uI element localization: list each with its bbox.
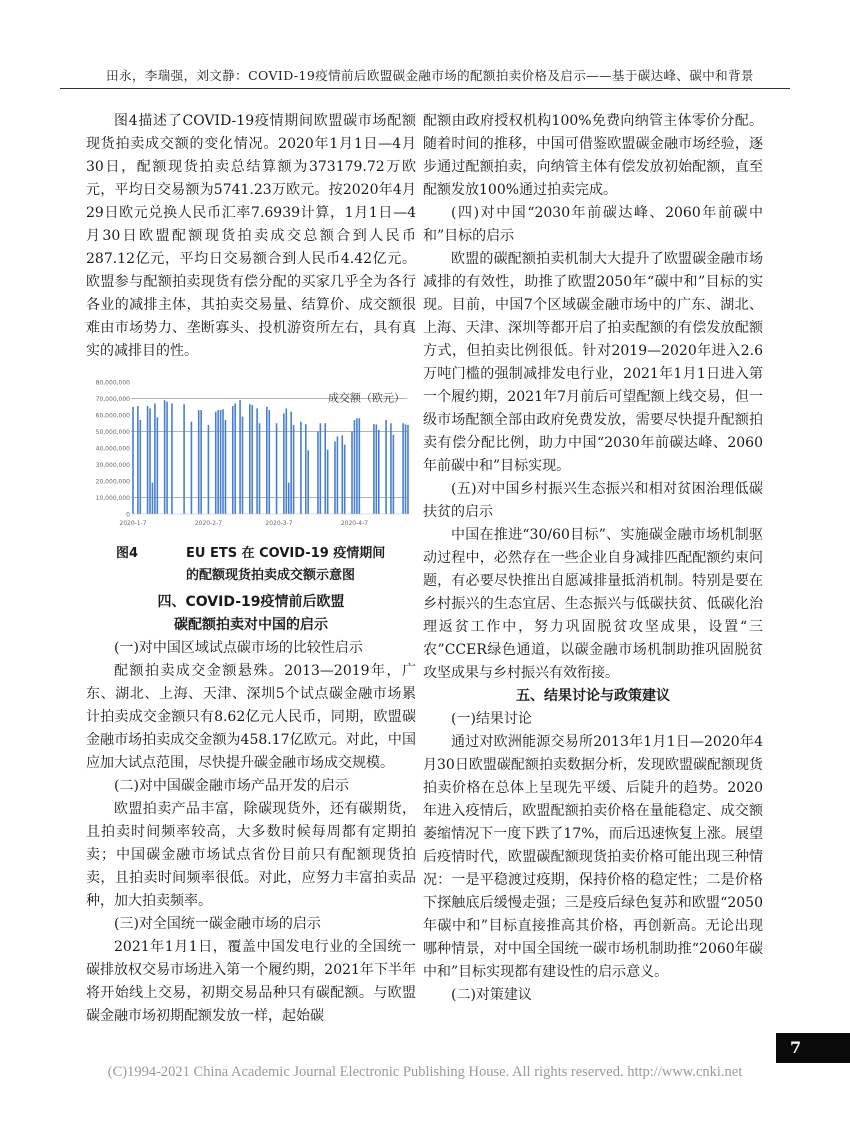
paragraph: 欧盟的碳配额拍卖机制大大提升了欧盟碳金融市场减排的有效性，助推了欧盟2050年“碳中和”目标的实现。目前，中国7个区域碳金融市场中的广东、湖北、上海、天津、深圳等都开启了拍卖配额的有偿发放配额方式，但拍卖比例很低。针对2019—2020年进入2.6万吨门槛的强制减排发电行业，2021年1月1日进入第一个履约期，2021年7月前后可望配额上线交易，但一级市场配额全部由政府免费发放，需要尽快提升配额拍卖有偿分配比例，助力中国“2030年前碳达峰、2060年前碳中和”目标实现。 bbox=[423, 251, 763, 474]
bar bbox=[276, 423, 278, 514]
bar bbox=[157, 417, 159, 514]
left-column bbox=[86, 110, 416, 1028]
bar bbox=[242, 417, 244, 514]
y-tick-label: 0 bbox=[126, 511, 130, 519]
bar bbox=[215, 412, 217, 514]
x-tick-label: 2020-3-7 bbox=[265, 520, 293, 527]
figure-4 bbox=[86, 369, 416, 591]
bar bbox=[344, 445, 346, 514]
bar bbox=[376, 424, 378, 514]
bar bbox=[378, 430, 380, 514]
bar-chart bbox=[95, 369, 408, 541]
bar bbox=[268, 410, 270, 514]
copyright-notice: (C)1994-2021 China Academic Journal Electronic Publishing House. All rights reserved. http://www.cnki.net bbox=[107, 1064, 743, 1080]
bar bbox=[407, 425, 409, 514]
subheading: (一)结果讨论 bbox=[451, 711, 532, 727]
bar bbox=[225, 420, 227, 514]
page-number: 7 bbox=[776, 1033, 850, 1063]
paragraph: 2021年1月1日，覆盖中国发电行业的全国统一碳排放权交易市场进入第一个履约期，2021年下半年将开始线上交易，初期交易品种只有碳配额。与欧盟碳金融市场初期配额发放一样，起始碳 bbox=[86, 939, 416, 1024]
bar bbox=[354, 420, 356, 514]
bar bbox=[290, 412, 292, 514]
bar bbox=[171, 403, 173, 514]
subheading: (三)对全国统一碳金融市场的启示 bbox=[114, 916, 321, 932]
bar bbox=[402, 423, 404, 514]
bar bbox=[283, 413, 285, 514]
bar bbox=[359, 418, 361, 514]
x-tick-label: 2020-4-7 bbox=[340, 520, 369, 527]
bar bbox=[286, 408, 288, 514]
bar bbox=[327, 450, 329, 514]
bar bbox=[405, 424, 407, 514]
subheading: (二)对中国碳金融市场产品开发的启示 bbox=[114, 778, 349, 794]
bar bbox=[166, 402, 168, 514]
bar bbox=[249, 404, 251, 514]
bar bbox=[293, 425, 295, 514]
bar bbox=[337, 436, 339, 514]
bar bbox=[300, 422, 302, 514]
bar bbox=[147, 406, 149, 514]
bar bbox=[239, 400, 241, 514]
bar bbox=[222, 409, 224, 514]
y-tick-label: 10,000,000 bbox=[95, 495, 130, 502]
bar bbox=[307, 450, 309, 514]
paragraph: 欧盟拍卖产品丰富，除碳现货外，还有碳期货，且拍卖时间频率较高，大多数时候每周都有定期拍卖；中国碳金融市场试点省份目前只有配额现货拍卖，且拍卖时间频率很低。对此，应努力丰富拍卖品种，加大拍卖频率。 bbox=[86, 801, 416, 909]
paragraph: 图4描述了COVID-19疫情期间欧盟碳市场配额现货拍卖成交额的变化情况。2020年1月1日—4月30日，配额现货拍卖总结算额为373179.72万欧元，平均日交易额为5741.23万欧元。按2020年4月29日欧元兑换人民币汇率7.6939计算，1月1日—4月30日欧盟配额现货拍卖成交总额合到人民币287.12亿元，平均日交易额合到人民币4.42亿元。欧盟参与配额拍卖现货有偿分配的买家几乎全为各行各业的减排主体，其拍卖交易量、结算价、成交额很难由市场势力、垄断寡头、投机游资所左右，具有真实的减排目的性。 bbox=[86, 113, 416, 359]
bar bbox=[317, 432, 319, 515]
bar bbox=[390, 423, 392, 514]
paragraph: 配额拍卖成交金额悬殊。2013—2019年，广东、湖北、上海、天津、深圳5个试点碳金融市场累计拍卖成交金额只有8.62亿元人民币，同期，欧盟碳金融市场拍卖成交金额为458.17亿欧元。对此，中国应加大试点范围，尽快提升碳金融市场成交规模。 bbox=[86, 663, 416, 771]
bar bbox=[232, 406, 234, 514]
figure-number: 图4 bbox=[116, 546, 139, 561]
bar bbox=[198, 410, 200, 514]
bar bbox=[373, 424, 375, 514]
bar bbox=[288, 483, 290, 514]
legend-label: 成交额（欧元） bbox=[328, 391, 405, 405]
subheading: (二)对策建议 bbox=[451, 987, 532, 1003]
y-tick-label: 30,000,000 bbox=[95, 462, 130, 469]
bar bbox=[266, 407, 268, 514]
y-tick-label: 80,000,000 bbox=[95, 379, 130, 387]
bar bbox=[320, 423, 322, 514]
x-tick-label: 2020-1-7 bbox=[119, 520, 147, 527]
bar bbox=[208, 425, 210, 514]
bar bbox=[256, 408, 258, 514]
bar bbox=[132, 407, 134, 514]
y-tick-label: 20,000,000 bbox=[95, 478, 130, 486]
subheading: (五)对中国乡村振兴生态振兴和相对贫困治理低碳扶贫的启示 bbox=[423, 481, 763, 520]
right-column bbox=[423, 110, 763, 1007]
bar bbox=[385, 420, 387, 514]
bar bbox=[140, 420, 142, 514]
y-tick-label: 50,000,000 bbox=[95, 429, 130, 436]
section-5-title: 五、结果讨论与政策建议 bbox=[516, 688, 670, 704]
paragraph: 中国在推进“30/60目标”、实施碳金融市场机制驱动过程中，必然存在一些企业自身减排匹配配额约束问题，有必要尽快推出自愿减排量抵消机制。特别是要在乡村振兴的生态宜居、生态振兴与低碳扶贫、低碳化治理返贫工作中，努力巩固脱贫攻坚成果，设置“三农”CCER绿色通道，以碳金融市场机制助推巩固脱贫攻坚成果与乡村振兴有效衔接。 bbox=[423, 527, 763, 681]
bar bbox=[191, 422, 193, 514]
bar bbox=[183, 404, 185, 514]
bar bbox=[152, 483, 154, 514]
y-tick-label: 70,000,000 bbox=[95, 396, 130, 403]
subheading: (四)对中国“2030年前碳达峰、2060年前碳中和”目标的启示 bbox=[423, 205, 763, 244]
bar bbox=[356, 418, 358, 514]
y-tick-label: 40,000,000 bbox=[95, 445, 130, 453]
section-title-line: 四、COVID-19疫情前后欧盟 bbox=[157, 594, 345, 610]
subheading: (一)对中国区域试点碳市场的比较性启示 bbox=[114, 640, 363, 656]
section-4-title bbox=[86, 591, 416, 637]
bar bbox=[334, 441, 336, 514]
bar bbox=[149, 408, 151, 514]
bar bbox=[351, 432, 353, 515]
bar bbox=[217, 410, 219, 514]
x-tick-label: 2020-2-7 bbox=[194, 520, 223, 527]
bar bbox=[154, 403, 156, 514]
bar bbox=[393, 435, 395, 514]
section-title-line: 碳配额拍卖对中国的启示 bbox=[174, 617, 328, 633]
figure-caption-line2: 的配额现货拍卖成交额示意图 bbox=[186, 568, 356, 583]
bar bbox=[200, 410, 202, 514]
figure-caption-line1: EU ETS 在 COVID-19 疫情期间 bbox=[186, 546, 386, 561]
bar bbox=[137, 406, 139, 514]
bar bbox=[164, 400, 166, 514]
bar bbox=[234, 403, 236, 514]
bar bbox=[341, 435, 343, 514]
header-rule bbox=[60, 88, 790, 89]
paragraph: 通过对欧洲能源交易所2013年1月1日—2020年4月30日欧盟碳配额拍卖数据分析，发现欧盟碳配额现货拍卖价格在总体上呈现先平缓、后陡升的趋势。2020年进入疫情后，欧盟配额拍卖价格在量能稳定、成交额萎缩情况下一度下跌了17%，而后迅速恢复上涨。展望后疫情时代，欧盟碳配额现货拍卖价格可能出现三种情况：一是平稳渡过疫期，保持价格的稳定性；二是价格下探触底后缓慢走强；三是疫后绿色复苏和欧盟“2050年碳中和”目标直接推高其价格，再创新高。无论出现哪种情景，对中国全国统一碳市场机制助推“2060年碳中和”目标实现都有建设性的启示意义。 bbox=[423, 734, 763, 980]
running-head: 田永，李瑞强，刘文静：COVID-19疫情前后欧盟碳金融市场的配额拍卖价格及启示——基于碳达峰、碳中和背景 bbox=[106, 68, 754, 83]
bar bbox=[220, 410, 222, 514]
paragraph: 配额由政府授权机构100%免费向纳管主体零价分配。随着时间的推移，中国可借鉴欧盟碳金融市场经验，逐步通过配额拍卖，向纳管主体有偿发放初始配额，直至配额发放100%通过拍卖完成。 bbox=[423, 113, 763, 198]
bar bbox=[259, 423, 261, 514]
bar bbox=[305, 424, 307, 514]
y-tick-label: 60,000,000 bbox=[95, 412, 130, 420]
bar bbox=[324, 423, 326, 514]
bar bbox=[251, 405, 253, 514]
